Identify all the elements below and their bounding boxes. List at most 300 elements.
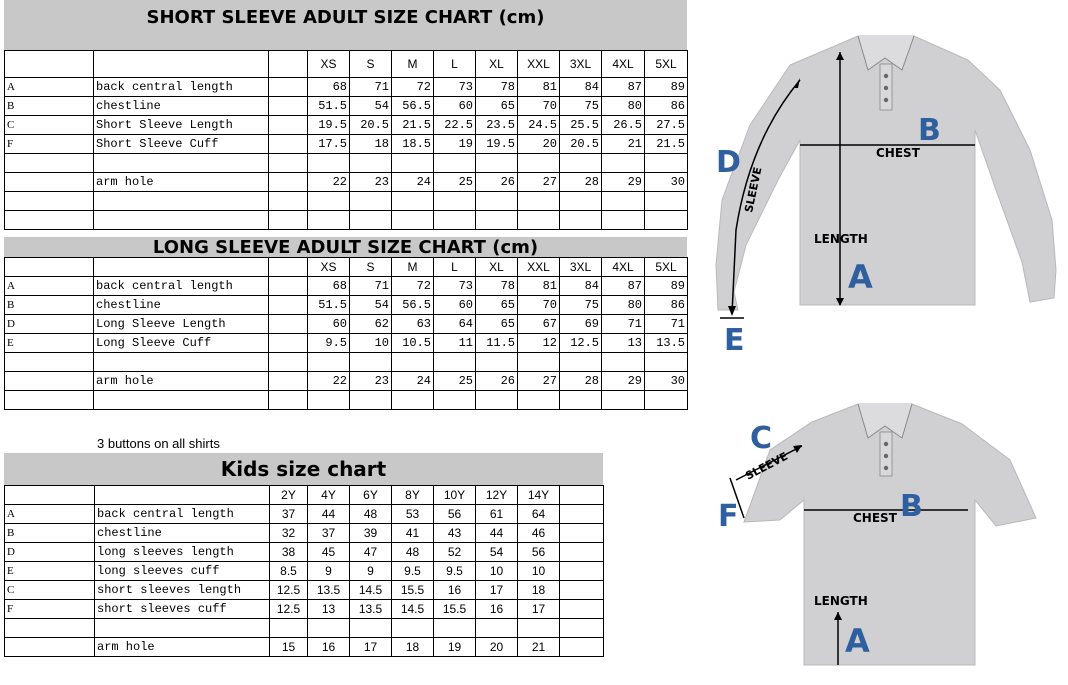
row-label: arm hole: [95, 638, 270, 657]
row-code: [5, 192, 94, 211]
table-row: [5, 277, 688, 296]
row-label: [94, 192, 269, 211]
value-cell: 13.5: [350, 600, 392, 619]
value-cell: 19.5: [308, 116, 350, 135]
value-cell: 15.5: [392, 581, 434, 600]
row-label: [94, 211, 269, 230]
value-cell: 17: [476, 581, 518, 600]
value-cell: 24: [392, 173, 434, 192]
value-cell: 22: [308, 173, 350, 192]
value-cell: [602, 391, 645, 410]
empty-cell: [269, 97, 308, 116]
row-label: Short Sleeve Cuff: [94, 135, 269, 154]
value-cell: [476, 211, 518, 230]
value-cell: 54: [350, 97, 392, 116]
letter-c: C: [750, 421, 773, 456]
value-cell: [308, 391, 350, 410]
value-cell: 17.5: [308, 135, 350, 154]
size-header-cell: 4Y: [308, 486, 350, 505]
value-cell: 39: [350, 524, 392, 543]
row-label: back central length: [95, 505, 270, 524]
value-cell: 19: [434, 638, 476, 657]
value-cell: 64: [518, 505, 560, 524]
value-cell: [476, 353, 518, 372]
table-row: [5, 211, 688, 230]
value-cell: 10: [518, 562, 560, 581]
value-cell: 86: [645, 296, 688, 315]
empty-cell: [560, 486, 604, 505]
value-cell: 80: [602, 296, 645, 315]
row-code: A: [5, 505, 95, 524]
value-cell: 89: [645, 78, 688, 97]
long-sleeve-shirt-diagram: [700, 30, 1068, 355]
empty-cell: [269, 391, 308, 410]
size-header-cell: M: [392, 51, 434, 78]
value-cell: 25: [434, 173, 476, 192]
table-row: [5, 581, 604, 600]
row-code: E: [5, 334, 94, 353]
value-cell: 84: [560, 78, 602, 97]
value-cell: 16: [476, 600, 518, 619]
row-label: arm hole: [94, 372, 269, 391]
row-label: [95, 619, 270, 638]
value-cell: 68: [308, 277, 350, 296]
row-code: D: [5, 315, 94, 334]
value-cell: 51.5: [308, 97, 350, 116]
empty-cell: [269, 173, 308, 192]
row-code: [5, 372, 94, 391]
value-cell: 9: [308, 562, 350, 581]
value-cell: [392, 619, 434, 638]
value-cell: 16: [434, 581, 476, 600]
button: [884, 454, 888, 458]
value-cell: 9.5: [434, 562, 476, 581]
size-header-row: [5, 258, 688, 277]
size-header-cell: 3XL: [560, 258, 602, 277]
table-row: [5, 78, 688, 97]
row-code: C: [5, 116, 94, 135]
row-label: short sleeves cuff: [95, 600, 270, 619]
value-cell: 56.5: [392, 296, 434, 315]
empty-cell: [269, 78, 308, 97]
value-cell: 56.5: [392, 97, 434, 116]
value-cell: 13.5: [308, 581, 350, 600]
value-cell: 72: [392, 277, 434, 296]
value-cell: 20.5: [560, 135, 602, 154]
empty-cell: [269, 154, 308, 173]
value-cell: [392, 211, 434, 230]
row-code: [5, 638, 95, 657]
sleeve-label: SLEEVE: [742, 165, 765, 214]
row-code: [5, 154, 94, 173]
value-cell: 16: [308, 638, 350, 657]
value-cell: 87: [602, 277, 645, 296]
row-code: F: [5, 600, 95, 619]
value-cell: 60: [434, 296, 476, 315]
value-cell: [560, 154, 602, 173]
value-cell: 56: [518, 543, 560, 562]
value-cell: 75: [560, 97, 602, 116]
value-cell: 69: [560, 315, 602, 334]
value-cell: 12.5: [560, 334, 602, 353]
button: [884, 466, 888, 470]
value-cell: 13.5: [645, 334, 688, 353]
empty-cell: [269, 315, 308, 334]
value-cell: 19.5: [476, 135, 518, 154]
buttons-note: 3 buttons on all shirts: [97, 436, 220, 451]
size-header-row: [5, 486, 604, 505]
table-row: [5, 638, 604, 657]
row-label: long sleeves length: [95, 543, 270, 562]
row-code: D: [5, 543, 95, 562]
value-cell: 87: [602, 78, 645, 97]
table-row: [5, 524, 604, 543]
value-cell: [645, 211, 688, 230]
value-cell: [392, 353, 434, 372]
size-header-cell: XXL: [518, 258, 560, 277]
value-cell: 68: [308, 78, 350, 97]
value-cell: 37: [270, 505, 308, 524]
size-header-cell: XS: [308, 51, 350, 78]
value-cell: [476, 192, 518, 211]
value-cell: [602, 211, 645, 230]
value-cell: [645, 353, 688, 372]
value-cell: [392, 391, 434, 410]
letter-d: D: [716, 145, 741, 180]
button: [884, 98, 888, 102]
value-cell: [308, 154, 350, 173]
table-row: [5, 154, 688, 173]
value-cell: 12: [518, 334, 560, 353]
row-code: B: [5, 524, 95, 543]
row-code: A: [5, 277, 94, 296]
value-cell: 70: [518, 296, 560, 315]
size-header-cell: S: [350, 258, 392, 277]
row-label: Short Sleeve Length: [94, 116, 269, 135]
value-cell: 21.5: [392, 116, 434, 135]
value-cell: 13: [602, 334, 645, 353]
size-header-cell: 10Y: [434, 486, 476, 505]
value-cell: [476, 619, 518, 638]
letter-a: A: [848, 258, 873, 296]
sleeve-label: SLEEVE: [743, 449, 791, 483]
empty-cell: [269, 116, 308, 135]
value-cell: 18: [392, 638, 434, 657]
short-sleeve-table: [4, 50, 688, 230]
letter-b: B: [900, 489, 923, 524]
value-cell: 28: [560, 173, 602, 192]
row-code: A: [5, 78, 94, 97]
value-cell: 18: [350, 135, 392, 154]
value-cell: 48: [350, 505, 392, 524]
value-cell: 8.5: [270, 562, 308, 581]
value-cell: 27: [518, 372, 560, 391]
value-cell: [560, 211, 602, 230]
row-label: [94, 391, 269, 410]
table-row: [5, 192, 688, 211]
value-cell: 13: [308, 600, 350, 619]
row-label: arm hole: [94, 173, 269, 192]
value-cell: 22: [308, 372, 350, 391]
row-code: C: [5, 581, 95, 600]
arrow-head: [728, 306, 736, 316]
letter-b: B: [918, 113, 941, 148]
size-header-row: [5, 51, 688, 78]
value-cell: [602, 154, 645, 173]
letter-a: A: [845, 622, 870, 660]
value-cell: [645, 154, 688, 173]
value-cell: 21: [602, 135, 645, 154]
row-label: Long Sleeve Cuff: [94, 334, 269, 353]
value-cell: 61: [476, 505, 518, 524]
size-header-cell: XS: [308, 258, 350, 277]
value-cell: 23: [350, 372, 392, 391]
value-cell: [645, 192, 688, 211]
value-cell: 44: [476, 524, 518, 543]
value-cell: [350, 211, 392, 230]
value-cell: 30: [645, 173, 688, 192]
size-header-cell: S: [350, 51, 392, 78]
size-header-cell: XL: [476, 51, 518, 78]
table-row: [5, 353, 688, 372]
row-label: chestline: [94, 296, 269, 315]
short-sleeve-title: SHORT SLEEVE ADULT SIZE CHART (cm): [4, 0, 687, 50]
size-header-cell: L: [434, 51, 476, 78]
value-cell: 9: [350, 562, 392, 581]
row-code: [5, 619, 95, 638]
table-row: [5, 543, 604, 562]
empty-cell: [560, 619, 604, 638]
empty-cell: [560, 505, 604, 524]
size-header-cell: 2Y: [270, 486, 308, 505]
empty-cell: [560, 543, 604, 562]
value-cell: 12.5: [270, 600, 308, 619]
table-row: [5, 97, 688, 116]
value-cell: 29: [602, 173, 645, 192]
value-cell: 20.5: [350, 116, 392, 135]
value-cell: 22.5: [434, 116, 476, 135]
length-label: LENGTH: [814, 232, 868, 246]
size-header-cell: 4XL: [602, 51, 645, 78]
value-cell: [308, 192, 350, 211]
short-sleeve-shirt-diagram: [700, 400, 1068, 675]
empty-cell: [269, 192, 308, 211]
empty-cell: [560, 524, 604, 543]
value-cell: 32: [270, 524, 308, 543]
value-cell: 75: [560, 296, 602, 315]
value-cell: 30: [645, 372, 688, 391]
value-cell: 67: [518, 315, 560, 334]
row-label: chestline: [94, 97, 269, 116]
row-code: [5, 391, 94, 410]
value-cell: 9.5: [308, 334, 350, 353]
value-cell: 73: [434, 277, 476, 296]
value-cell: 64: [434, 315, 476, 334]
letter-e: E: [724, 323, 745, 355]
value-cell: [434, 211, 476, 230]
value-cell: 10: [350, 334, 392, 353]
value-cell: [476, 154, 518, 173]
value-cell: 45: [308, 543, 350, 562]
value-cell: 41: [392, 524, 434, 543]
value-cell: [434, 353, 476, 372]
value-cell: [560, 192, 602, 211]
row-label: long sleeves cuff: [95, 562, 270, 581]
value-cell: [350, 619, 392, 638]
row-code: B: [5, 97, 94, 116]
value-cell: 23: [350, 173, 392, 192]
value-cell: [270, 619, 308, 638]
size-header-cell: 12Y: [476, 486, 518, 505]
button: [884, 442, 888, 446]
row-label: back central length: [94, 277, 269, 296]
value-cell: 15: [270, 638, 308, 657]
empty-cell: [560, 581, 604, 600]
value-cell: 63: [392, 315, 434, 334]
value-cell: 27.5: [645, 116, 688, 135]
value-cell: 14.5: [350, 581, 392, 600]
empty-cell: [269, 211, 308, 230]
value-cell: 19: [434, 135, 476, 154]
value-cell: [518, 353, 560, 372]
empty-cell: [269, 353, 308, 372]
value-cell: [518, 211, 560, 230]
size-header-cell: XL: [476, 258, 518, 277]
empty-cell: [269, 334, 308, 353]
value-cell: 60: [434, 97, 476, 116]
value-cell: 10: [476, 562, 518, 581]
size-header-cell: 6Y: [350, 486, 392, 505]
empty-cell: [560, 638, 604, 657]
value-cell: 23.5: [476, 116, 518, 135]
value-cell: 15.5: [434, 600, 476, 619]
long-sleeve-title: LONG SLEEVE ADULT SIZE CHART (cm): [4, 237, 687, 257]
kids-title: Kids size chart: [4, 453, 603, 485]
value-cell: 10.5: [392, 334, 434, 353]
value-cell: [518, 154, 560, 173]
value-cell: [434, 154, 476, 173]
letter-f: F: [718, 499, 739, 534]
value-cell: [476, 391, 518, 410]
button: [884, 86, 888, 90]
table-row: [5, 562, 604, 581]
value-cell: 52: [434, 543, 476, 562]
row-code: [5, 211, 94, 230]
empty-cell: [269, 372, 308, 391]
value-cell: 11: [434, 334, 476, 353]
value-cell: 43: [434, 524, 476, 543]
value-cell: 78: [476, 78, 518, 97]
value-cell: 38: [270, 543, 308, 562]
value-cell: 65: [476, 97, 518, 116]
value-cell: 78: [476, 277, 518, 296]
value-cell: 9.5: [392, 562, 434, 581]
table-row: [5, 296, 688, 315]
value-cell: 12.5: [270, 581, 308, 600]
size-header-cell: L: [434, 258, 476, 277]
table-row: [5, 600, 604, 619]
value-cell: 21.5: [645, 135, 688, 154]
table-row: [5, 505, 604, 524]
size-header-cell: 5XL: [645, 258, 688, 277]
value-cell: 25: [434, 372, 476, 391]
empty-cell: [560, 600, 604, 619]
value-cell: 81: [518, 277, 560, 296]
value-cell: 27: [518, 173, 560, 192]
row-label: Long Sleeve Length: [94, 315, 269, 334]
value-cell: 62: [350, 315, 392, 334]
table-row: [5, 135, 688, 154]
long-sleeve-table: [4, 257, 688, 410]
value-cell: [518, 391, 560, 410]
size-header-cell: 3XL: [560, 51, 602, 78]
value-cell: 71: [645, 315, 688, 334]
value-cell: [392, 154, 434, 173]
table-row: [5, 116, 688, 135]
value-cell: 20: [476, 638, 518, 657]
size-header-cell: 5XL: [645, 51, 688, 78]
value-cell: [434, 391, 476, 410]
table-row: [5, 173, 688, 192]
value-cell: [392, 192, 434, 211]
value-cell: 54: [476, 543, 518, 562]
value-cell: 11.5: [476, 334, 518, 353]
value-cell: [602, 353, 645, 372]
value-cell: 37: [308, 524, 350, 543]
value-cell: [434, 619, 476, 638]
chest-label: CHEST: [876, 146, 920, 160]
row-code: E: [5, 562, 95, 581]
empty-cell: [269, 135, 308, 154]
value-cell: 21: [518, 638, 560, 657]
value-cell: [308, 211, 350, 230]
value-cell: 86: [645, 97, 688, 116]
table-row: [5, 315, 688, 334]
value-cell: [308, 619, 350, 638]
value-cell: 25.5: [560, 116, 602, 135]
value-cell: 53: [392, 505, 434, 524]
value-cell: 26.5: [602, 116, 645, 135]
value-cell: 44: [308, 505, 350, 524]
value-cell: [350, 353, 392, 372]
value-cell: [308, 353, 350, 372]
value-cell: 72: [392, 78, 434, 97]
value-cell: 89: [645, 277, 688, 296]
value-cell: [350, 391, 392, 410]
value-cell: 51.5: [308, 296, 350, 315]
table-row: [5, 334, 688, 353]
value-cell: 48: [392, 543, 434, 562]
value-cell: 65: [476, 296, 518, 315]
value-cell: 17: [350, 638, 392, 657]
row-code: [5, 173, 94, 192]
row-label: [94, 154, 269, 173]
value-cell: 73: [434, 78, 476, 97]
row-code: F: [5, 135, 94, 154]
value-cell: 71: [602, 315, 645, 334]
value-cell: 47: [350, 543, 392, 562]
value-cell: 71: [350, 277, 392, 296]
value-cell: 81: [518, 78, 560, 97]
value-cell: 18.5: [392, 135, 434, 154]
row-label: chestline: [95, 524, 270, 543]
value-cell: [434, 192, 476, 211]
row-label: [94, 353, 269, 372]
size-header-cell: M: [392, 258, 434, 277]
value-cell: 54: [350, 296, 392, 315]
size-header-cell: 4XL: [602, 258, 645, 277]
empty-cell: [269, 277, 308, 296]
